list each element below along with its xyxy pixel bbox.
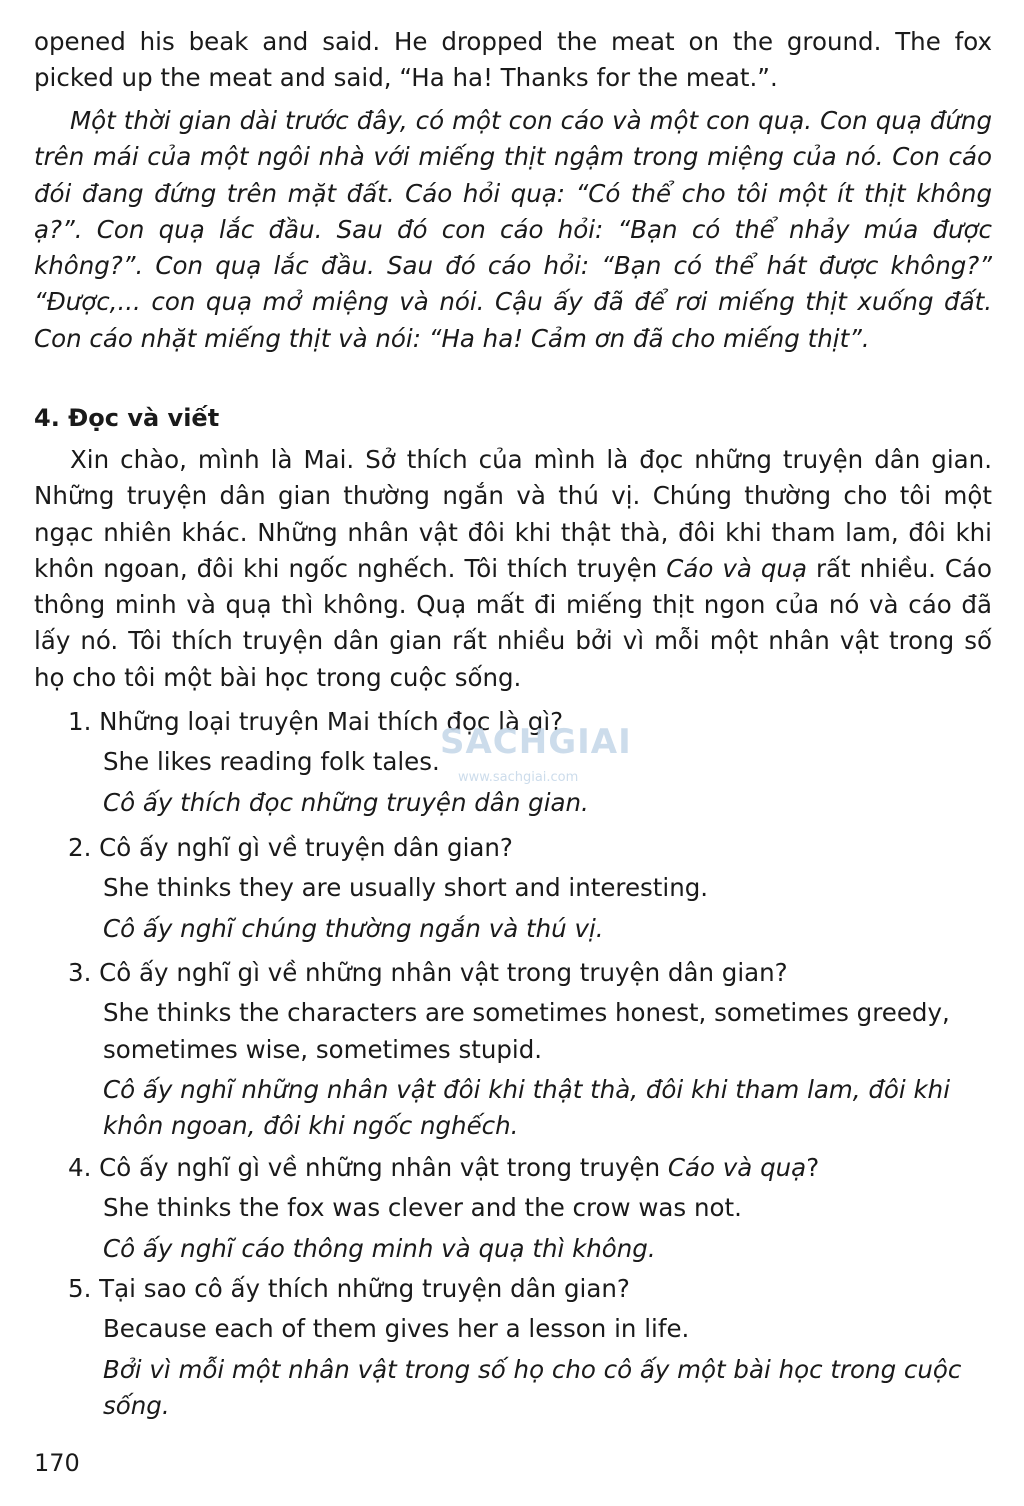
reading-passage-part1: Xin chào, mình là Mai. Sở thích của mình là đọc những truyện dân gian. Những truyện dân gian thường ngắn và thú vị. Chúng thường cho tôi một ngạc nhiên khác. Những nhân vật đôi khi thật thà, đôi khi tham lam, đôi khi khôn ngoan, đôi khi ngốc nghếch. Tôi thích truyện [34,445,992,583]
answer-english: She thinks the fox was clever and the crow was not. [103,1193,742,1223]
question-text: 5. Tại sao cô ấy thích những truyện dân gian? [68,1274,630,1303]
question-item-5 [68,1271,992,1424]
answer-vietnamese: Cô ấy thích đọc những truyện dân gian. [103,787,589,817]
vietnamese-story-translation: Một thời gian dài trước đây, có một con cáo và một con quạ. Con quạ đứng trên mái của một ngôi nhà với miếng thịt ngậm trong miệng của nó. Con cáo đói đang đứng trên mặt đất. Cáo hỏi quạ: “Có thể cho tôi một ít thịt không ạ?”. Con quạ lắc đầu. Sau đó con cáo hỏi: “Bạn có thể nhảy múa được không?”. Con quạ lắc đầu. Sau đó cáo hỏi: “Bạn có thể hát được không?” “Được,... con quạ mở miệng và nói. Cậu ấy đã để rơi miếng thịt xuống đất. Con cáo nhặt miếng thịt và nói: “Ha ha! Cảm ơn đã cho miếng thịt”. [34,106,992,353]
question-text-suffix: ? [806,1153,820,1182]
question-text-prefix: 4. Cô ấy nghĩ gì về những nhân vật trong truyện [68,1153,668,1182]
answer-vietnamese: Cô ấy nghĩ cáo thông minh và quạ thì không. [103,1233,656,1263]
question-text: 2. Cô ấy nghĩ gì về truyện dân gian? [68,833,513,862]
answer-vietnamese: Cô ấy nghĩ những nhân vật đôi khi thật thà, đôi khi tham lam, đôi khi khôn ngoan, đôi khi ngốc nghếch. [103,1074,951,1141]
page-number: 170 [34,1449,80,1477]
english-story-ending: opened his beak and said. He dropped the meat on the ground. The fox picked up the meat and said, “Ha ha! Thanks for the meat.”. [34,27,992,93]
answer-english: She likes reading folk tales. [103,747,440,777]
watermark-url: www.sachgiai.com [458,770,579,785]
answer-vietnamese: Cô ấy nghĩ chúng thường ngắn và thú vị. [103,913,604,943]
question-item-4 [68,1150,992,1267]
answer-english: She thinks they are usually short and interesting. [103,873,709,903]
answer-vietnamese: Bởi vì mỗi một nhân vật trong số họ cho cô ấy một bài học trong cuộc sống. [103,1354,962,1420]
watermark-title: SACHGIAI [440,722,632,762]
reading-passage-part2: rất nhiều. Cáo thông minh và quạ thì không. Quạ mất đi miếng thịt ngon của nó và cáo đã lấy nó. Tôi thích truyện dân gian rất nhiều bởi vì mỗi một nhân vật trong số họ cho tôi một bài học trong cuộc sống. [34,553,992,692]
question-text: 1. Những loại truyện Mai thích đọc là gì? [68,707,564,736]
question-text: 3. Cô ấy nghĩ gì về những nhân vật trong truyện dân gian? [68,958,788,987]
section-heading: 4. Đọc và viết [34,404,220,432]
answer-english: Because each of them gives her a lesson in life. [103,1314,690,1344]
question-item-2 [68,830,992,947]
reading-passage-story-title: Cáo và quạ [666,553,807,583]
reading-passage [34,442,992,696]
answer-english: She thinks the characters are sometimes honest, sometimes greedy, sometimes wise, sometimes stupid. [103,998,950,1064]
question-text [68,1150,992,1186]
question-item-3 [68,955,992,1144]
question-item-1 [68,704,992,821]
question-story-title: Cáo và quạ [667,1153,807,1182]
